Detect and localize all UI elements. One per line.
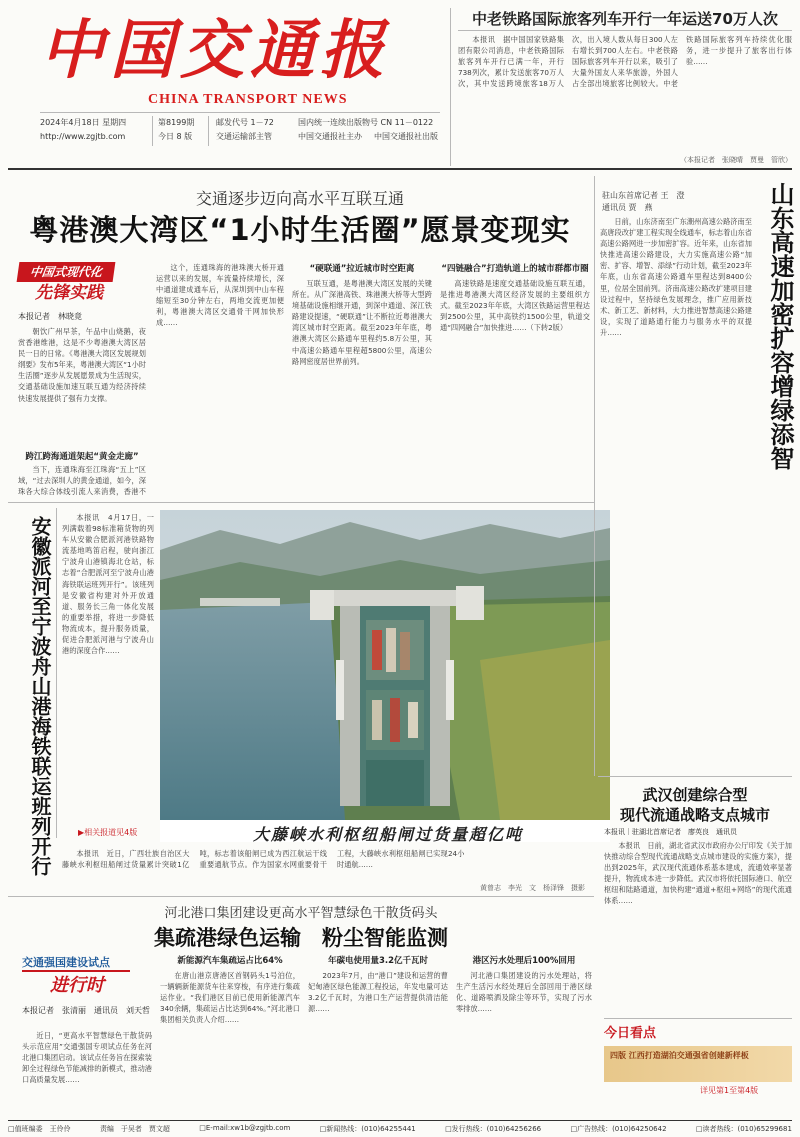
lock-photo-illustration	[160, 510, 610, 820]
postal-code: 邮发代号 1－72	[216, 118, 274, 127]
today-label: 今日看点	[604, 1026, 657, 1041]
bottom-subhead-3: 港区污水处理后100%回用	[472, 956, 576, 966]
lead-byline: 本报记者 林晓竟	[18, 312, 82, 321]
today-link[interactable]: 详见第1至第4版	[700, 1086, 759, 1095]
lead-subhead-3: “四链融合”打造轨道上的城市群都市圈	[441, 264, 589, 274]
bottom-body-col4: 河北港口集团建设的污水处理站，将生产生活污水经处理后全部回用于港区绿化、道路喷洒及除尘等环节，实现了污水零排放……	[456, 971, 592, 1014]
footer-item: □发行热线：(010)64256266	[445, 1125, 542, 1133]
photo-body: 本报讯 近日，广西壮族自治区大藤峡水利枢纽船闸过货量累计突破1亿吨，标志着该船闸已成为西江航运干线重要通航节点。作为国家水网重要骨干工程，大藤峡水利枢纽船闸已实现24小时通航……	[62, 849, 465, 870]
registration-number: 国内统一连续出版物号 CN 11－0122	[298, 118, 434, 127]
bottom-body-col2: 在唐山港京唐港区首钢码头1号泊位，一辆辆新能源货车往来穿梭，有序进行集疏运作业。“我们港区目前已使用新能源汽车340余辆，集疏运占比达到64%。”河北港口集团相关负责人介绍……	[160, 971, 300, 1025]
footer-item: 责编 于吴者 贾文超	[99, 1125, 170, 1133]
today-banner-text: 四版 江西打造湖泊交通强省创建新样板	[610, 1051, 749, 1060]
section-rule	[598, 776, 792, 777]
wuhan-headline-2: 现代流通战略支点城市	[619, 806, 770, 824]
section-rule	[8, 896, 594, 897]
masthead-rule	[40, 112, 440, 113]
byline-name: 王 澄	[660, 191, 685, 200]
top-right-headline: 中老铁路国际旅客列车开行一年运送70万人次	[472, 10, 778, 28]
lead-body-col3: 互联互通，是粤港澳大湾区发展的关键所在。从广深港高铁、珠港澳大桥等大型跨境基础设施相继开通，到深中通道、深江铁路建设提速，“硬联通”让不断拉近粤港澳大湾区城市时空距离。截至2023年年底，粤港澳大湾区公路通车里程约5.8万公里，其中高速公路通车里程超5800公里，高速公路网密度居世界前列。	[292, 279, 432, 366]
lead-body-col2: 这个，连通珠海的港珠澳大桥开通运营以来的发展，车流量持续增长，深中通道建成通车后，从深圳到中山车程缩短至30分钟左右，两地交流更加便利，粤港澳大湾区交通骨干网加快形成……	[156, 263, 284, 328]
photo-caption: 大藤峡水利枢纽船闸过货量超亿吨	[252, 825, 523, 844]
badge-line1: 中国式现代化	[17, 262, 116, 282]
lead-headline: 粤港澳大湾区“1小时生活圈”愿景变现实	[29, 213, 571, 247]
byline-label: 通讯员	[602, 203, 626, 212]
wuhan-headline-1: 武汉创建综合型	[642, 786, 748, 804]
bottom-subhead-1: 新能源汽车集疏运占比64%	[177, 956, 283, 966]
headline-rule	[458, 30, 792, 31]
masthead-logo: 中国交通报	[40, 13, 390, 88]
pilot-badge-line2: 进行时	[50, 975, 104, 996]
masthead-english-title: CHINA TRANSPORT NEWS	[148, 92, 348, 107]
footer-item: □新闻热线：(010)64255441	[319, 1125, 416, 1133]
top-right-byline: （本报记者 张晓晴 贾曼 管欣）	[680, 156, 792, 164]
shandong-byline-1	[602, 190, 752, 201]
footer-item: □广告热线：(010)64250642	[570, 1125, 667, 1133]
byline-label: 驻山东首席记者	[602, 191, 658, 200]
badge-line2: 先锋实践	[35, 283, 103, 303]
byline-name: 贾 燕	[628, 203, 653, 212]
photo-datengxia-lock	[160, 510, 610, 820]
issue-date: 2024年4月18日 星期四	[40, 118, 127, 127]
issue-number: 第8199期	[158, 118, 195, 127]
top-right-body: 本报讯 据中国国家铁路集团有限公司消息，中老铁路国际旅客列车开行已满一年，开行738列次，累计发送旅客70万人次，其中发送跨境旅客18万人次，出入境人数从每日300人左右增长到700人左右。中老铁路国际旅客列车开行以来，吸引了大量外国友人来华旅游，外国人占全部出境旅客比例较大。中老铁路国际旅客列车持续优化服务，进一步提升了旅客出行体验……	[458, 35, 792, 89]
lead-bottom-rule	[8, 502, 594, 503]
lead-subhead-1: 跨江跨海通道架起“黄金走廊”	[25, 452, 139, 462]
column-divider	[594, 176, 595, 776]
info-divider	[152, 116, 153, 146]
wuhan-body: 本报讯 日前，湖北省武汉市政府办公厅印发《关于加快推动综合型现代流通战略支点城市建设的实施方案》，提出到2025年，武汉现代流通体系基本建成，流通效率显著提升，物流成本进一步降低。武汉市将依托国际港口、航空枢纽和陆路通道，加快构建“通道+枢纽+网络”的现代流通体系……	[604, 841, 792, 906]
info-divider	[208, 116, 209, 146]
lead-body-col1b: 当下，连通珠海至江珠海“五上”区域，“过去深圳人的黄金通道，如今，深珠各大综合体线引流人来消费，香港不	[18, 465, 146, 497]
footer-item[interactable]: □E-mail:xw1b@zgjtb.com	[199, 1124, 291, 1132]
anhui-related-link[interactable]: ▶相关报道见4版	[78, 828, 138, 837]
section-rule	[604, 1018, 792, 1019]
page-count: 今日 8 版	[158, 132, 193, 141]
bottom-kicker: 河北港口集团建设更高水平智慧绿色干散货码头	[164, 906, 438, 921]
lead-subhead-2: “硬联通”拉近城市时空距离	[309, 264, 415, 274]
today-banner[interactable]	[604, 1046, 792, 1082]
anhui-body: 本报讯 4月17日，一列满载着98标准箱货物的列车从安徽合肥派河港铁路物流基地鸣笛启程，驶向浙江宁波舟山港镇海北仓站，标志着“合肥派河至宁波舟山港海铁联运班列开行”。该班列是安徽省构建对外开放通道、服务长三角一体化发展的重要举措，将进一步降低物流成本，提升服务质量，促进合肥派河港与宁波舟山港的深度合作……	[62, 513, 154, 656]
modernization-badge	[18, 262, 114, 306]
lead-body-col4: 高速铁路是速度交通基础设施互联互通，是推进粤港澳大湾区经济发展的主要组织方式。截至2023年年底，大湾区铁路运营里程达到2500公里，其中高铁约1500公里，轨道交通“四网融合”加快推进……（下转2版）	[440, 279, 590, 333]
pilot-badge-line1: 交通强国建设试点	[22, 954, 130, 972]
site-url[interactable]: http://www.zgjtb.com	[40, 132, 126, 141]
shandong-headline: 山东高速加密扩容增绿添智	[766, 182, 794, 470]
footer-bar	[8, 1124, 792, 1135]
footer-item: □值班编委 王伶伶	[8, 1125, 71, 1133]
photo-byline: 黄曾志 李光 文 杨泽锋 摄影	[480, 884, 585, 892]
column-divider	[450, 8, 451, 166]
publisher: 中国交通报社出版	[374, 132, 438, 141]
bottom-subhead-2: 年碳电使用量3.2亿千瓦时	[327, 956, 429, 966]
lead-body-col1: 朝饮广州早茶，午品中山烧鹅，夜赏香港维港，这是不少粤港澳大湾区居民一日的日常。《粤港澳大湾区发展规划纲要》发布5年来，粤港澳大湾区“1小时生活圈”逐步从发展愿景成为生活现实，交通基础设施加速互联互通为经济持续快速发展提供了强有力支撑。	[18, 327, 146, 403]
shandong-body: 日前，山东济南至广东潮州高速公路济南至高唐段改扩建工程实现全线通车，标志着山东省高速公路网进一步加密扩容。近年来，山东省加快推进高速公路建设，大力实施高速公路“加密、扩容、增智、添绿”行动计划，截至2023年年底，山东省高速公路通车里程达到8400公里，位居全国前列。济南高速公路改扩建项目建设过程中，坚持绿色发展理念，推广应用新技术、新工艺、新材料，大力推进智慧高速公路建设，实现了道路通行能力与服务水平的双提升……	[600, 217, 752, 337]
shandong-byline-2	[602, 202, 752, 213]
bottom-body-col3: 2023年7月，由“港口”建设和运营的曹妃甸港区绿色能源工程投运，年发电量可达3.2亿千瓦时，为港口生产运营提供清洁能源……	[308, 971, 448, 1014]
column-divider	[56, 508, 57, 838]
organizer: 中国交通报社主办	[298, 132, 362, 141]
wuhan-byline: 本报讯｜驻湖北首席记者 廖英良 通讯员	[604, 828, 737, 836]
bottom-headline: 集疏港绿色运输 粉尘智能监测	[154, 926, 448, 950]
supervisor: 交通运输部主管	[216, 132, 272, 141]
bottom-body-col1: 近日，“更高水平智慧绿色干散货码头示范应用”交通强国专项试点任务在河北港口集团启动。该试点任务旨在探索装卸全过程绿色节能减排的新模式，推动港口高质量发展……	[22, 1031, 152, 1085]
masthead-bottom-rule	[8, 168, 792, 170]
footer-item: □读者热线：(010)65299681	[695, 1125, 792, 1133]
lead-kicker: 交通逐步迈向高水平互联互通	[195, 189, 404, 208]
bottom-byline: 本报记者 张清丽 通讯员 刘天哲	[22, 1006, 150, 1015]
pilot-badge	[22, 954, 132, 1002]
footer-rule	[8, 1120, 792, 1121]
anhui-headline: 安徽派河至宁波舟山港海铁联运班列开行	[28, 516, 52, 876]
